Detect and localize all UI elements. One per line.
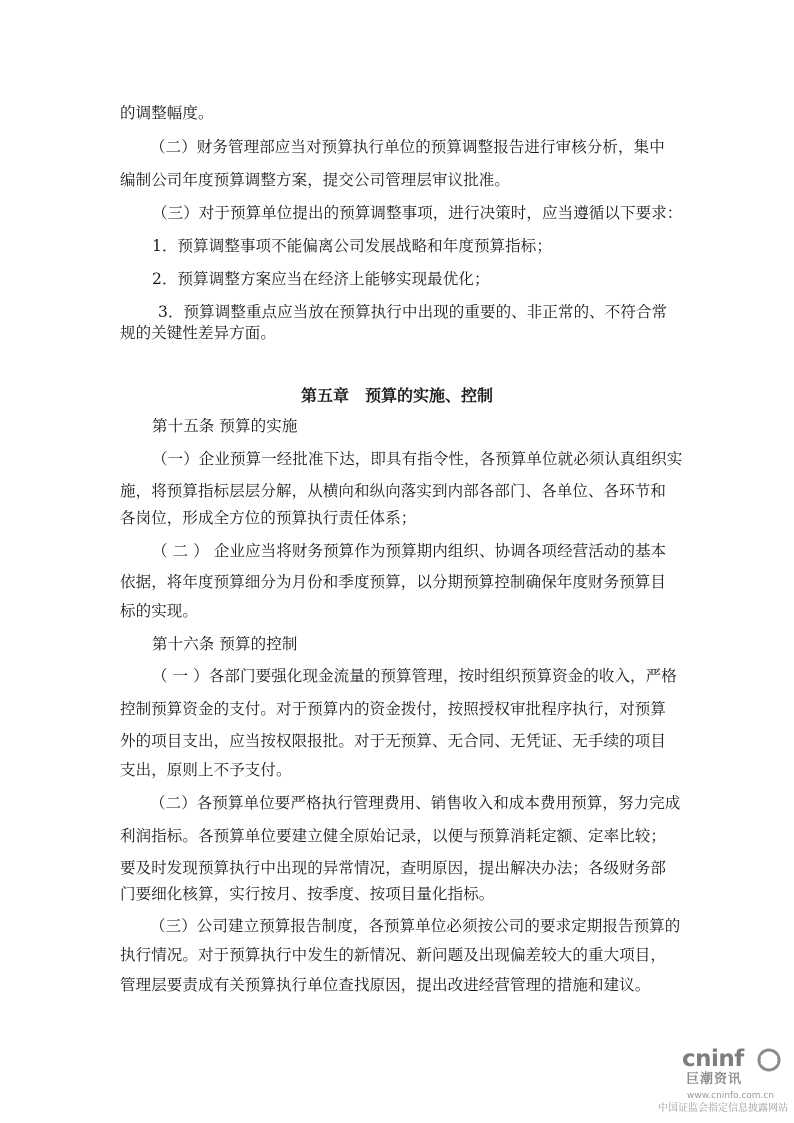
text-line: 标的实现。: [120, 602, 199, 620]
text-line: 依据，将年度预算细分为月份和季度预算，以分期预算控制确保年度财务预算目: [120, 573, 667, 591]
text-line: （三）公司建立预算报告制度，各预算单位必须按公司的要求定期报告预算的: [150, 917, 681, 935]
text-line: 控制预算资金的支付。对于预算内的资金拨付，按照授权审批程序执行，对预算: [120, 700, 667, 718]
logo-wordmark: cninf: [682, 1046, 744, 1072]
text-line: 支出，原则上不予支付。: [120, 761, 292, 779]
logo-site-caption: 中国证监会指定信息披露网站: [658, 1103, 788, 1114]
text-line: 要及时发现预算执行中出现的异常情况，查明原因，提出解决办法；各级财务部: [120, 859, 667, 877]
text-line: 施，将预算指标层层分解，从横向和纵向落实到内部各部门、各单位、各环节和: [120, 482, 667, 500]
text-line: （二）各预算单位要严格执行管理费用、销售收入和成本费用预算，努力完成: [150, 794, 681, 812]
text-line: 利润指标。各预算单位要建立健全原始记录，以便与预算消耗定额、定率比较；: [120, 827, 667, 845]
text-line: 管理层要责成有关预算执行单位查找原因，提出改进经营管理的措施和建议。: [120, 976, 651, 994]
logo-chinese-name: 巨潮资讯: [686, 1072, 743, 1087]
article-heading: 第十六条 预算的控制: [152, 635, 298, 653]
text-line: （ 一 ）各部门要强化现金流量的预算管理，按时组织预算资金的收入，严格: [152, 667, 677, 685]
article-heading: 第十五条 预算的实施: [152, 417, 298, 435]
text-line: 的调整幅度。: [120, 104, 214, 122]
text-line: 执行情况。对于预算执行中发生的新情况、新问题及出现偏差较大的重大项目，: [120, 946, 667, 964]
text-line: 3．预算调整重点应当放在预算执行中出现的重要的、非正常的、不符合常: [158, 303, 668, 321]
text-line: （二）财务管理部应当对预算执行单位的预算调整报告进行审核分析，集中: [150, 138, 665, 156]
text-line: （ 二 ） 企业应当将财务预算作为预算期内组织、协调各项经营活动的基本: [152, 542, 667, 560]
text-line: （三）对于预算单位提出的预算调整事项，进行决策时，应当遵循以下要求：: [152, 204, 683, 222]
logo-url: www.cninfo.com.cn: [687, 1091, 775, 1101]
logo-swirl-icon: [756, 1048, 782, 1072]
text-line: 各岗位，形成全方位的预算执行责任体系；: [120, 509, 417, 527]
text-line: 1．预算调整事项不能偏离公司发展战略和年度预算指标；: [152, 237, 552, 255]
text-line: （一）企业预算一经批准下达，即具有指令性，各预算单位就必须认真组织实: [152, 450, 683, 468]
text-line: 编制公司年度预算调整方案，提交公司管理层审议批准。: [120, 171, 511, 189]
text-line: 2．预算调整方案应当在经济上能够实现最优化；: [152, 270, 490, 288]
cninfo-watermark: [652, 1046, 790, 1116]
text-line: 规的关键性差异方面。: [120, 324, 277, 342]
text-line: 门要细化核算，实行按月、按季度、按项目量化指标。: [120, 885, 495, 903]
text-line: 外的项目支出，应当按权限报批。对于无预算、无合同、无凭证、无手续的项目: [120, 732, 667, 750]
chapter-heading: 第五章 预算的实施、控制: [300, 386, 493, 405]
